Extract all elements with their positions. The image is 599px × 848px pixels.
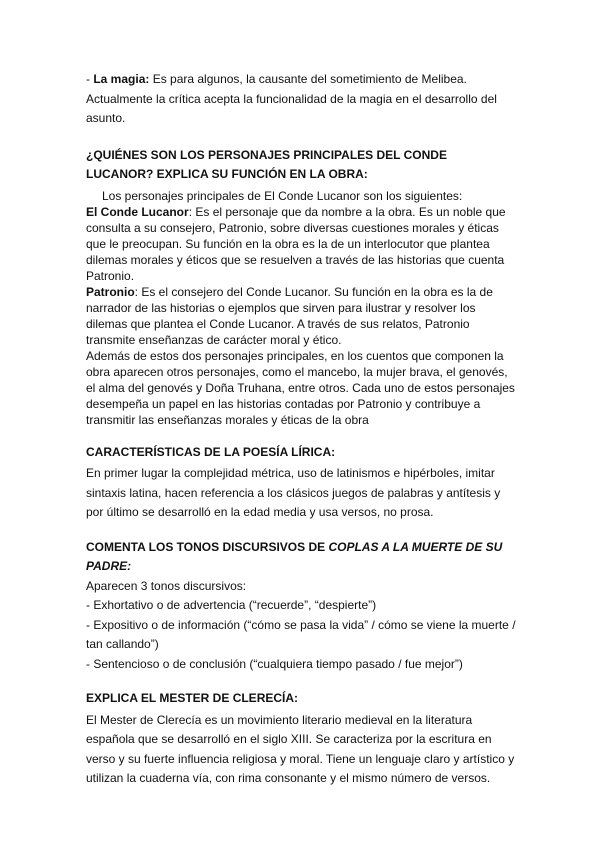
conde-lucanor-text: : Es el personaje que da nombre a la obra. Es un noble que consulta a su consejero, Patronio, sobre diversas cuestiones morales y éticas que le preocupan. Su función en la obra es la de un interlocutor que plantea dilemas morales y éticos que se resuelven a través de las historias que cuenta Patronio. [86,204,506,283]
tonos-item: - Expositivo o de información (“cómo se pasa la vida” / cómo se viene la muerte / tan callando”) [86,617,516,651]
personajes-heading: ¿QUIÉNES SON LOS PERSONAJES PRINCIPALES DEL CONDE LUCANOR? EXPLICA SU FUNCIÓN EN LA OBRA: [86,147,447,181]
magia-text: Es para algunos, la causante del sometimiento de Melibea. Actualmente la crítica acepta la funcionalidad de la magia en el desarrollo del asunto. [86,72,497,125]
lirica-text: En primer lugar la complejidad métrica, uso de latinismos e hipérboles, imitar sintaxis latina, hacen referencia a los clásicos juegos de palabras y antítesis y por último se desarrolló en la edad media y usa versos, no prosa. [86,466,501,519]
document-page [86,70,516,789]
otros-personajes-paragraph: Además de estos dos personajes principales, en los cuentos que componen la obra aparecen otros personajes, como el mancebo, la mujer brava, el genovés, el alma del genovés y Doña Truhana, entre otros. Cada uno de estos personajes desempeña un papel en las historias contadas por Patronio y contribuye a transmitir las enseñanzas morales y éticas de la obra [86,348,515,427]
patronio-term: Patronio [86,284,135,299]
conde-lucanor-paragraph [86,204,516,284]
tonos-heading-prefix: COMENTA LOS TONOS DISCURSIVOS DE [86,539,329,554]
clerecia-heading: EXPLICA EL MESTER DE CLERECÍA: [86,691,299,705]
clerecia-text: El Mester de Clerecía es un movimiento literario medieval en la literatura española que se desarrolló en el siglo XIII. Se caracteriza por la escritura en verso y su fuerte influencia religiosa y moral. Tiene un lenguaje claro y artístico y utilizan la cuaderna vía, con rima consonante y el mismo número de versos. [86,712,515,785]
tonos-item: - Sentencioso o de conclusión (“cualquiera tiempo pasado / fue mejor”) [86,656,463,671]
tonos-heading [86,538,516,577]
tonos-intro: Aparecen 3 tonos discursivos: [86,578,247,593]
patronio-text: : Es el consejero del Conde Lucanor. Su función en la obra es la de narrador de las historias o ejemplos que sirven para ilustrar y resolver los dilemas que plantea el Conde Lucanor. A través de sus relatos, Patronio transmite enseñanzas de carácter moral y ético. [86,284,493,347]
magia-dash: - [86,72,94,86]
patronio-paragraph [86,284,516,348]
magia-term: La magia: [93,72,150,86]
lirica-heading: CARACTERÍSTICAS DE LA POESÍA LÍRICA: [86,444,336,459]
personajes-intro: Los personajes principales de El Conde Lucanor son los siguientes: [102,188,463,203]
conde-lucanor-term: El Conde Lucanor [86,204,189,219]
tonos-item: - Exhortativo o de advertencia (“recuerde”, “despierte”) [86,598,377,612]
magia-paragraph [86,70,516,129]
tonos-heading-title: COPLAS A LA MUERTE DE SU PADRE: [86,539,503,573]
